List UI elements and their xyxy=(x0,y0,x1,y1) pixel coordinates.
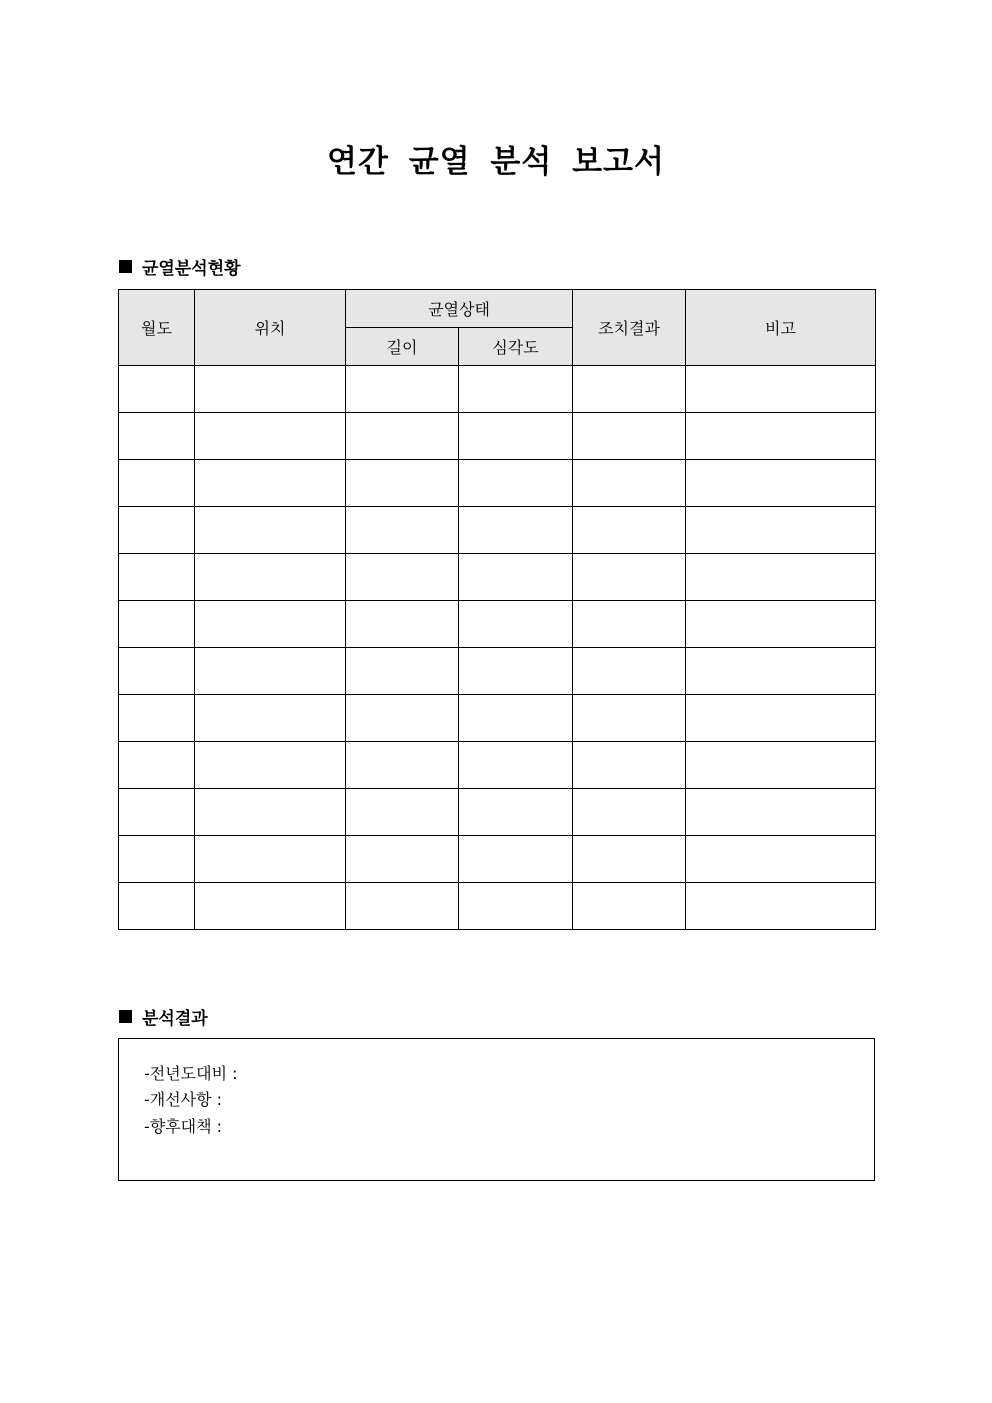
table-row xyxy=(119,789,876,836)
cell-location[interactable] xyxy=(195,789,346,836)
cell-action-result[interactable] xyxy=(573,460,686,507)
table-row xyxy=(119,836,876,883)
square-bullet-icon xyxy=(119,260,132,273)
cell-location[interactable] xyxy=(195,695,346,742)
cell-length[interactable] xyxy=(346,507,459,554)
cell-severity[interactable] xyxy=(459,742,573,789)
cell-location[interactable] xyxy=(195,883,346,930)
cell-remarks[interactable] xyxy=(686,413,876,460)
table-row xyxy=(119,366,876,413)
cell-severity[interactable] xyxy=(459,789,573,836)
result-line-future-measures: -향후대책 : xyxy=(144,1117,223,1136)
cell-remarks[interactable] xyxy=(686,836,876,883)
cell-location[interactable] xyxy=(195,366,346,413)
cell-remarks[interactable] xyxy=(686,366,876,413)
result-line-yoy: -전년도대비 : xyxy=(144,1064,238,1083)
cell-location[interactable] xyxy=(195,460,346,507)
header-month: 월도 xyxy=(119,290,195,366)
cell-remarks[interactable] xyxy=(686,789,876,836)
table-row xyxy=(119,883,876,930)
cell-severity[interactable] xyxy=(459,366,573,413)
cell-action-result[interactable] xyxy=(573,695,686,742)
cell-month[interactable] xyxy=(119,413,195,460)
cell-length[interactable] xyxy=(346,742,459,789)
cell-action-result[interactable] xyxy=(573,601,686,648)
cell-action-result[interactable] xyxy=(573,742,686,789)
header-severity: 심각도 xyxy=(459,328,573,366)
section-heading-crack-analysis xyxy=(119,254,241,279)
table-row xyxy=(119,742,876,789)
cell-action-result[interactable] xyxy=(573,413,686,460)
cell-location[interactable] xyxy=(195,413,346,460)
cell-location[interactable] xyxy=(195,507,346,554)
header-crack-status: 균열상태 xyxy=(346,290,573,328)
cell-month[interactable] xyxy=(119,648,195,695)
cell-month[interactable] xyxy=(119,601,195,648)
table-row xyxy=(119,507,876,554)
table-row xyxy=(119,695,876,742)
cell-length[interactable] xyxy=(346,601,459,648)
cell-severity[interactable] xyxy=(459,413,573,460)
cell-month[interactable] xyxy=(119,366,195,413)
result-line-improvements: -개선사항 : xyxy=(144,1090,223,1109)
cell-remarks[interactable] xyxy=(686,648,876,695)
cell-remarks[interactable] xyxy=(686,742,876,789)
table-row xyxy=(119,648,876,695)
table-row xyxy=(119,554,876,601)
cell-length[interactable] xyxy=(346,413,459,460)
cell-month[interactable] xyxy=(119,742,195,789)
cell-severity[interactable] xyxy=(459,460,573,507)
page-title: 연간 균열 분석 보고서 xyxy=(327,144,665,180)
table-row xyxy=(119,413,876,460)
cell-action-result[interactable] xyxy=(573,648,686,695)
cell-length[interactable] xyxy=(346,789,459,836)
cell-remarks[interactable] xyxy=(686,601,876,648)
cell-month[interactable] xyxy=(119,507,195,554)
cell-month[interactable] xyxy=(119,460,195,507)
cell-length[interactable] xyxy=(346,695,459,742)
cell-month[interactable] xyxy=(119,695,195,742)
cell-length[interactable] xyxy=(346,883,459,930)
cell-severity[interactable] xyxy=(459,836,573,883)
square-bullet-icon xyxy=(119,1010,132,1023)
table-row xyxy=(119,601,876,648)
section-label: 균열분석현황 xyxy=(142,259,241,279)
crack-analysis-table xyxy=(118,289,876,930)
cell-location[interactable] xyxy=(195,648,346,695)
cell-month[interactable] xyxy=(119,883,195,930)
cell-severity[interactable] xyxy=(459,883,573,930)
header-length: 길이 xyxy=(346,328,459,366)
cell-length[interactable] xyxy=(346,554,459,601)
cell-action-result[interactable] xyxy=(573,836,686,883)
cell-remarks[interactable] xyxy=(686,507,876,554)
cell-severity[interactable] xyxy=(459,695,573,742)
cell-action-result[interactable] xyxy=(573,554,686,601)
cell-action-result[interactable] xyxy=(573,366,686,413)
cell-month[interactable] xyxy=(119,789,195,836)
section-heading-analysis-result xyxy=(119,1004,208,1029)
cell-month[interactable] xyxy=(119,836,195,883)
cell-length[interactable] xyxy=(346,648,459,695)
cell-length[interactable] xyxy=(346,836,459,883)
cell-severity[interactable] xyxy=(459,507,573,554)
header-remarks: 비고 xyxy=(686,290,876,366)
cell-location[interactable] xyxy=(195,554,346,601)
cell-remarks[interactable] xyxy=(686,695,876,742)
cell-remarks[interactable] xyxy=(686,460,876,507)
cell-location[interactable] xyxy=(195,601,346,648)
cell-length[interactable] xyxy=(346,460,459,507)
section-label: 분석결과 xyxy=(142,1009,208,1029)
cell-remarks[interactable] xyxy=(686,883,876,930)
cell-action-result[interactable] xyxy=(573,883,686,930)
cell-month[interactable] xyxy=(119,554,195,601)
cell-action-result[interactable] xyxy=(573,507,686,554)
cell-location[interactable] xyxy=(195,836,346,883)
cell-length[interactable] xyxy=(346,366,459,413)
cell-remarks[interactable] xyxy=(686,554,876,601)
table-row xyxy=(119,460,876,507)
cell-location[interactable] xyxy=(195,742,346,789)
cell-action-result[interactable] xyxy=(573,789,686,836)
table-body xyxy=(119,366,876,930)
cell-severity[interactable] xyxy=(459,601,573,648)
header-action-result: 조치결과 xyxy=(573,290,686,366)
cell-severity[interactable] xyxy=(459,648,573,695)
analysis-result-box[interactable] xyxy=(118,1038,875,1181)
cell-severity[interactable] xyxy=(459,554,573,601)
header-location: 위치 xyxy=(195,290,346,366)
